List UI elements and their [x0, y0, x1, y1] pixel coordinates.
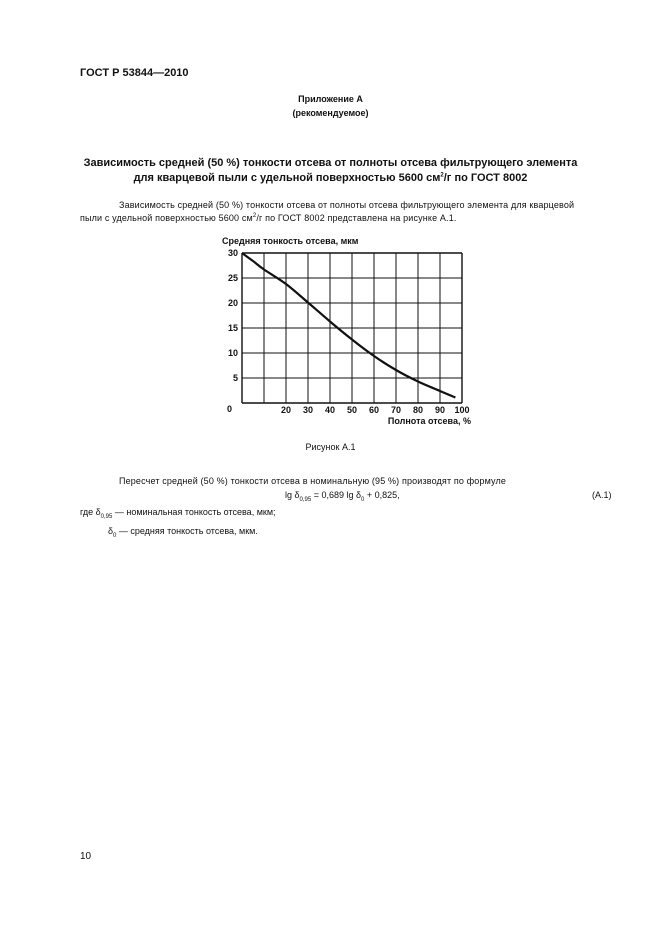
conversion-text: Пересчет средней (50 %) тонкости отсева в номинальную (95 %) производят по формуле — [119, 476, 507, 486]
y-tick-label: 30 — [227, 248, 238, 258]
title-superscript: 2 — [440, 172, 444, 179]
definition-line2 — [108, 526, 258, 539]
x-tick-label: 90 — [434, 405, 446, 415]
intro-paragraph-line2 — [80, 213, 457, 223]
chart-y-ticks — [228, 248, 238, 383]
section-title-line1: Зависимость средней (50 %) тонкости отсева от полноты отсева фильтрующего элемента — [83, 157, 578, 169]
section-title-line2 — [0, 172, 661, 184]
page-number: 10 — [80, 851, 92, 862]
figure-chart — [222, 232, 482, 432]
y-tick-label: 5 — [232, 373, 238, 383]
x-tick-label: 70 — [390, 405, 402, 415]
appendix-status: (рекомендуемое) — [292, 108, 369, 118]
formula — [285, 490, 400, 503]
definition-line1 — [80, 507, 276, 520]
x-tick-label: 100 — [454, 405, 470, 415]
def1-symbol: δ — [95, 507, 101, 517]
y-tick-label: 15 — [227, 323, 238, 333]
y-tick-label: 25 — [227, 273, 238, 283]
figure-caption: Рисунок А.1 — [305, 442, 356, 452]
x-tick-label: 60 — [368, 405, 380, 415]
appendix-label: Приложение А — [298, 94, 363, 104]
x-tick-label: 30 — [302, 405, 314, 415]
formula-lhs: lg δ — [285, 490, 300, 500]
title-text-post: /г по ГОСТ 8002 — [443, 172, 528, 184]
intro-text-post: /г по ГОСТ 8002 представлена на рисунке А.1. — [256, 213, 457, 223]
x-tick-label: 20 — [280, 405, 292, 415]
formula-mid: = 0,689 lg δ — [311, 490, 361, 500]
intro-paragraph-line1: Зависимость средней (50 %) тонкости отсева от полноты отсева фильтрующего элемента для кварцевой — [119, 200, 575, 210]
def2-text: — средняя тонкость отсева, мкм. — [116, 526, 258, 536]
def1-subscript: 0,95 — [100, 513, 113, 520]
x-tick-label: 50 — [346, 405, 358, 415]
def1-text: — номинальная тонкость отсева, мкм; — [112, 507, 276, 517]
formula-sub-095: 0,95 — [299, 496, 312, 503]
chart-ylabel: Средняя тонкость отсева, мкм — [222, 236, 359, 246]
formula-sub-0: 0 — [361, 496, 365, 503]
intro-text-pre: пыли с удельной поверхностью 5600 см — [80, 213, 253, 223]
chart-origin-label: 0 — [227, 404, 233, 414]
def2-subscript: 0 — [113, 532, 117, 539]
equation-number: (А.1) — [592, 490, 612, 500]
title-text-pre: для кварцевой пыли с удельной поверхностью 5600 см — [133, 172, 441, 184]
intro-superscript: 2 — [252, 213, 257, 219]
formula-end: + 0,825, — [364, 490, 400, 500]
chart-x-ticks — [281, 405, 470, 415]
def2-symbol: δ — [108, 526, 114, 536]
x-tick-label: 40 — [324, 405, 336, 415]
x-tick-label: 80 — [412, 405, 424, 415]
chart-xlabel: Полнота отсева, % — [387, 416, 471, 426]
y-tick-label: 10 — [227, 348, 238, 358]
y-tick-label: 20 — [227, 298, 238, 308]
chart-series-line — [242, 253, 455, 398]
document-header: ГОСТ Р 53844—2010 — [80, 67, 189, 79]
where-word: где — [80, 507, 94, 517]
